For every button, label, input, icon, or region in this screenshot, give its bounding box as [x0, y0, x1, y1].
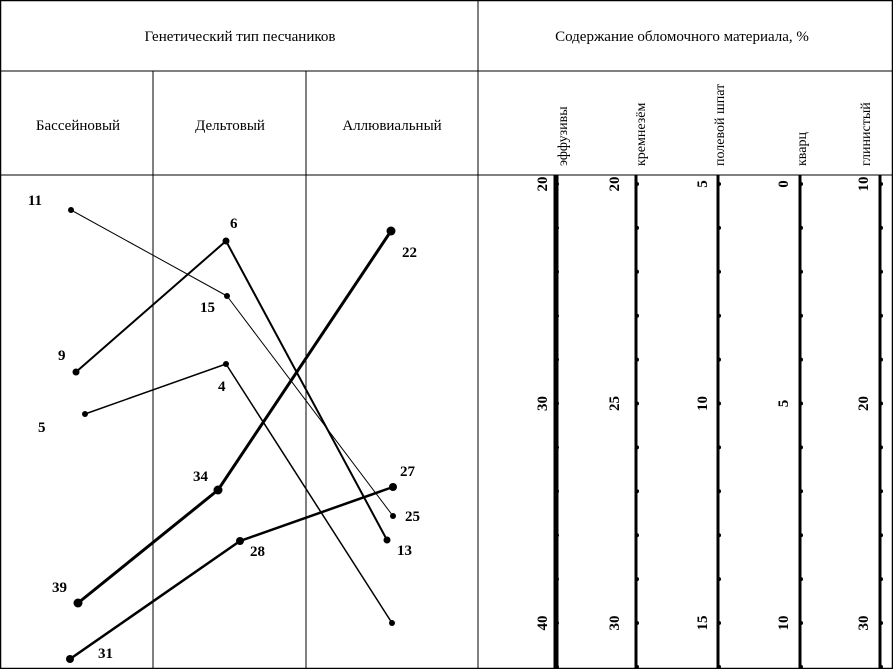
series: [28, 193, 420, 663]
scale-tick-0-11: [555, 665, 559, 669]
scale-tick-4-3: [879, 314, 883, 318]
scale-tick-0-2: [555, 270, 559, 274]
component-silica-label: кремнезём: [634, 102, 649, 166]
component-clay-label: глинистый: [859, 102, 874, 166]
scale-tick-4-8: [879, 533, 883, 537]
scale-tick-2-4: [717, 358, 721, 362]
type-alluvial-label: Аллювиальный: [342, 118, 442, 134]
scale-tick-3-9: [799, 577, 803, 581]
scale-tick-1-6: [635, 445, 639, 449]
scale-tick-2-6: [717, 445, 721, 449]
series-point-label-4-1: 28: [250, 544, 265, 560]
series-point-label-0-0: 11: [27, 193, 42, 209]
scale-tick-1-1: [635, 226, 639, 230]
scale-tick-4-5: [879, 402, 883, 406]
series-point-0-1: [224, 293, 230, 299]
scale-tick-2-8: [717, 533, 721, 537]
scales: [535, 175, 883, 669]
scale-tick-label-0-0: 20: [535, 176, 551, 192]
series-point-label-3-1: 34: [193, 469, 208, 485]
scale-tick-1-7: [635, 489, 639, 493]
series-point-0-0: [68, 207, 74, 213]
scale-tick-label-1-2: 30: [607, 615, 623, 631]
scale-tick-4-11: [879, 665, 883, 669]
scale-tick-4-4: [879, 358, 883, 362]
scale-tick-3-1: [799, 226, 803, 230]
scale-tick-2-1: [717, 226, 721, 230]
scale-tick-2-7: [717, 489, 721, 493]
scale-tick-4-1: [879, 226, 883, 230]
series-point-0-2: [390, 513, 396, 519]
series-point-label-3-0: 39: [52, 580, 67, 596]
scale-tick-label-2-1: 10: [695, 396, 711, 411]
scale-tick-3-7: [799, 489, 803, 493]
scale-tick-label-3-2: 10: [776, 615, 792, 631]
scale-tick-3-4: [799, 358, 803, 362]
scale-tick-label-1-0: 20: [607, 176, 623, 192]
scale-tick-3-5: [799, 402, 803, 406]
scale-tick-2-2: [717, 270, 721, 274]
series-point-4-1: [236, 537, 244, 545]
scale-tick-4-7: [879, 489, 883, 493]
scale-tick-1-3: [635, 314, 639, 318]
scale-tick-2-5: [717, 402, 721, 406]
scale-tick-2-11: [717, 665, 721, 669]
series-point-3-1: [214, 486, 223, 495]
scale-tick-3-2: [799, 270, 803, 274]
scale-tick-label-3-1: 5: [776, 399, 792, 408]
series-point-label-2-0: 5: [38, 420, 46, 436]
series-point-label-4-2: 27: [400, 464, 415, 480]
scale-tick-label-0-2: 40: [535, 615, 551, 631]
series-point-1-1: [223, 238, 230, 245]
series-point-label-0-1: 15: [200, 300, 215, 316]
series-point-label-0-2: 25: [405, 509, 420, 525]
scale-tick-0-10: [555, 621, 559, 625]
series-point-2-1: [223, 361, 229, 367]
scale-tick-1-5: [635, 402, 639, 406]
scale-tick-0-0: [555, 182, 559, 186]
scale-tick-label-3-0: 0: [776, 180, 792, 188]
component-effusives-label: эффузивы: [556, 106, 571, 166]
scale-tick-3-10: [799, 621, 803, 625]
scale-tick-1-8: [635, 533, 639, 537]
scale-tick-1-4: [635, 358, 639, 362]
scale-tick-label-0-1: 30: [535, 396, 551, 411]
component-quartz-label: кварц: [795, 132, 810, 166]
scale-tick-0-1: [555, 226, 559, 230]
scale-tick-1-0: [635, 182, 639, 186]
scale-tick-3-0: [799, 182, 803, 186]
series-point-label-4-0: 31: [98, 646, 113, 662]
series-point-2-0: [82, 411, 88, 417]
series-point-2-2: [389, 620, 395, 626]
genetic-type-header: Генетический тип песчаников: [144, 29, 336, 45]
scale-tick-2-3: [717, 314, 721, 318]
scale-tick-label-1-1: 25: [607, 396, 623, 411]
series-point-label-1-0: 9: [58, 348, 66, 364]
scale-tick-1-11: [635, 665, 639, 669]
series-point-1-2: [384, 537, 391, 544]
scale-tick-1-2: [635, 270, 639, 274]
scale-tick-3-11: [799, 665, 803, 669]
component-feldspar-label: полевой шпат: [713, 83, 728, 166]
series-line-1: [76, 241, 387, 540]
scale-tick-0-5: [555, 402, 559, 406]
scale-tick-label-4-1: 20: [856, 396, 872, 411]
scale-tick-0-9: [555, 577, 559, 581]
scale-tick-0-7: [555, 489, 559, 493]
series-line-4: [70, 487, 393, 659]
series-point-3-2: [387, 227, 396, 236]
scale-tick-4-6: [879, 445, 883, 449]
scale-tick-4-0: [879, 182, 883, 186]
scale-tick-3-8: [799, 533, 803, 537]
scale-tick-1-9: [635, 577, 639, 581]
scale-tick-0-6: [555, 445, 559, 449]
scale-tick-label-2-2: 15: [695, 615, 711, 631]
scale-tick-label-4-2: 30: [856, 615, 872, 631]
type-delta-label: Дельтовый: [195, 118, 265, 134]
scale-tick-2-9: [717, 577, 721, 581]
scale-tick-2-0: [717, 182, 721, 186]
series-point-label-1-2: 13: [397, 543, 412, 559]
scale-tick-2-10: [717, 621, 721, 625]
series-point-3-0: [74, 599, 83, 608]
series-point-label-2-1: 4: [218, 379, 226, 395]
scale-tick-0-4: [555, 358, 559, 362]
scale-tick-3-3: [799, 314, 803, 318]
type-basin-label: Бассейновый: [35, 118, 121, 134]
scale-tick-4-2: [879, 270, 883, 274]
series-point-1-0: [73, 369, 80, 376]
scale-tick-3-6: [799, 445, 803, 449]
scale-tick-0-8: [555, 533, 559, 537]
clastic-content-header: Содержание обломочного материала, %: [555, 29, 809, 45]
series-point-4-0: [66, 655, 74, 663]
series-point-4-2: [389, 483, 397, 491]
scale-tick-4-10: [879, 621, 883, 625]
scale-tick-4-9: [879, 577, 883, 581]
scale-tick-0-3: [555, 314, 559, 318]
scale-tick-label-2-0: 5: [695, 180, 711, 188]
series-point-label-1-1: 6: [230, 216, 238, 232]
scale-tick-label-4-0: 10: [856, 176, 872, 192]
series-line-2: [85, 364, 392, 623]
scale-tick-1-10: [635, 621, 639, 625]
series-point-label-3-2: 22: [402, 245, 417, 261]
